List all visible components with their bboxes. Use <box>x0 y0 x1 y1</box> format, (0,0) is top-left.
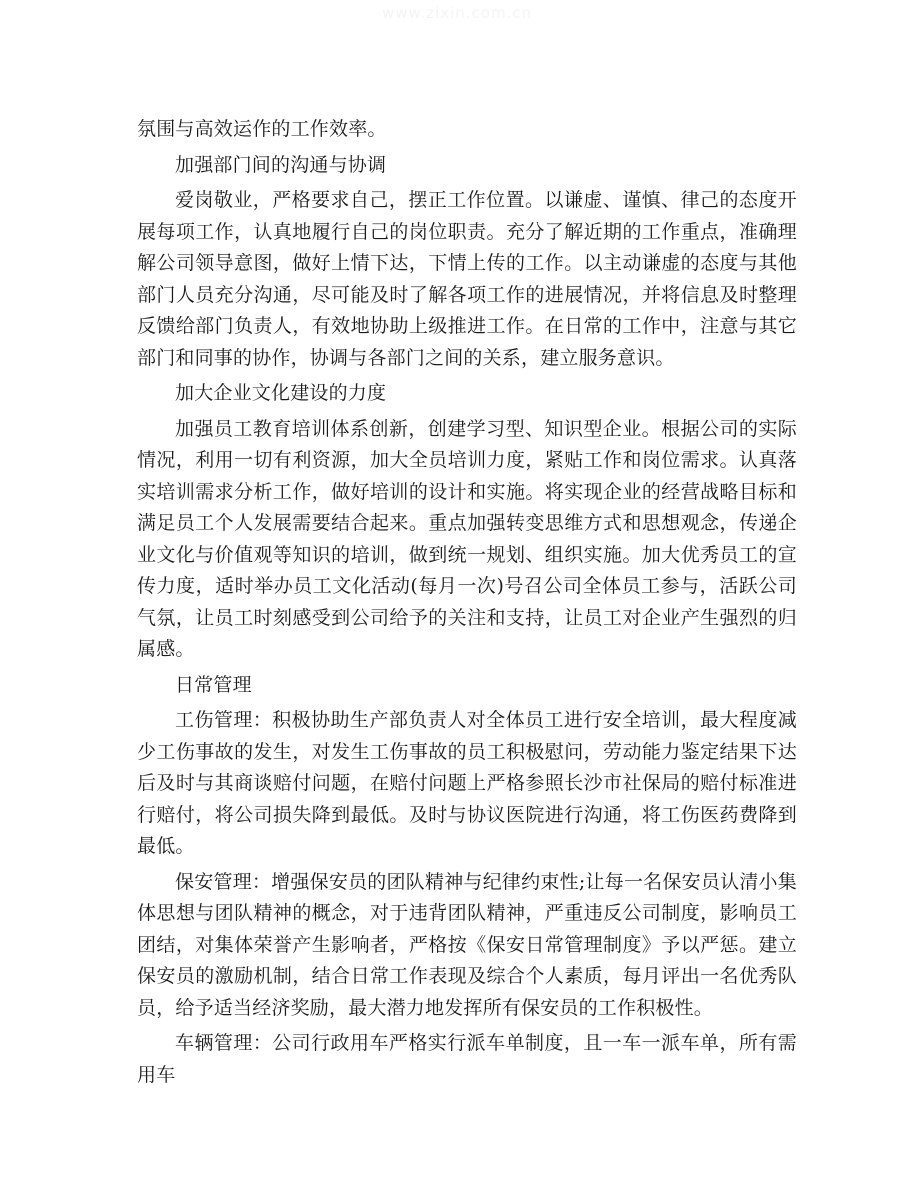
document-body <box>137 114 797 1095</box>
paragraph-culture: 加强员工教育培训体系创新，创建学习型、知识型企业。根据公司的实际情况，利用一切有利资源，加大全员培训力度，紧贴工作和岗位需求。认真落实培训需求分析工作，做好培训的设计和实施。将实现企业的经营战略目标和满足员工个人发展需要结合起来。重点加强转变思维方式和思想观念，传递企业文化与价值观等知识的培训，做到统一规划、组织实施。加大优秀员工的宣传力度，适时举办员工文化活动(每月一次)号召公司全体员工参与，活跃公司气氛，让员工时刻感受到公司给予的关注和支持，让员工对企业产生强烈的归属感。 <box>137 417 797 660</box>
section-heading-daily-management: 日常管理 <box>175 673 252 696</box>
paragraph-communication: 爱岗敬业，严格要求自己，摆正工作位置。以谦虚、谨慎、律己的态度开展每项工作，认真地履行自己的岗位职责。充分了解近期的工作重点，准确理解公司领导意图，做好上情下达，下情上传的工作。以主动谦虚的态度与其他部门人员充分沟通，尽可能及时了解各项工作的进展情况，并将信息及时整理反馈给部门负责人，有效地协助上级推进工作。在日常的工作中，注意与其它部门和同事的协作，协调与各部门之间的关系，建立服务意识。 <box>137 189 797 369</box>
paragraph-vehicle-management: 车辆管理：公司行政用车严格实行派车单制度，且一车一派车单，所有需用车 <box>137 1032 797 1086</box>
section-heading-communication: 加强部门间的沟通与协调 <box>175 153 387 176</box>
paragraph-continuation: 氛围与高效运作的工作效率。 <box>137 118 387 140</box>
watermark: www.zixin.com.cn <box>382 4 533 22</box>
paragraph-security-management: 保安管理：增强保安员的团队精神与纪律约束性;让每一名保安员认清小集体思想与团队精神的概念，对于违背团队精神，严重违反公司制度，影响员工团结，对集体荣誉产生影响者，严格按《保安日常管理制度》予以严惩。建立保安员的激励机制，结合日常工作表现及综合个人素质，每月评出一名优秀队员，给予适当经济奖励，最大潜力地发挥所有保安员的工作积极性。 <box>137 870 797 1019</box>
section-heading-culture: 加大企业文化建设的力度 <box>175 382 387 404</box>
paragraph-injury-management: 工伤管理：积极协助生产部负责人对全体员工进行安全培训，最大程度减少工伤事故的发生，对发生工伤事故的员工积极慰问，劳动能力鉴定结果下达后及时与其商谈赔付问题，在赔付问题上严格参照长沙市社保局的赔付标准进行赔付，将公司损失降到最低。及时与协议医院进行沟通，将工伤医药费降到最低。 <box>137 709 797 857</box>
